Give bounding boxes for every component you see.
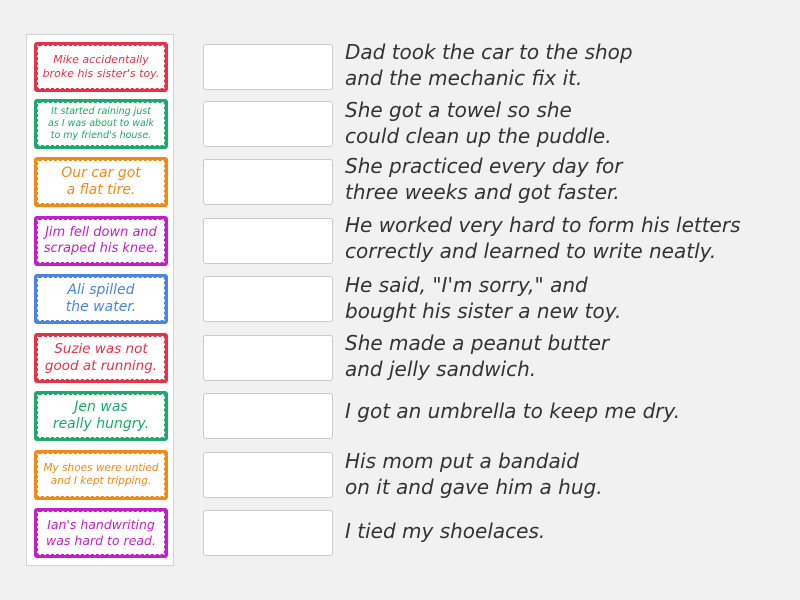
answer-card[interactable] [34, 274, 168, 324]
answer-card[interactable] [34, 450, 168, 500]
answer-card-label: Jen was really hungry. [52, 398, 150, 432]
answer-card-label: Suzie was not good at running. [44, 341, 158, 374]
clue-text: Dad took the car to the shop and the mechanic fix it. [345, 40, 633, 90]
answer-card[interactable] [34, 391, 168, 441]
answer-card-label: It started raining just as I was about to walk to my friend's house. [48, 106, 154, 141]
clue-text: She made a peanut butter and jelly sandwich. [345, 331, 610, 381]
answer-card-label: Ali spilled the water. [65, 281, 137, 315]
drop-slot[interactable] [203, 452, 333, 498]
drop-slot[interactable] [203, 510, 333, 556]
answer-card[interactable] [34, 42, 168, 92]
drop-slot[interactable] [203, 335, 333, 381]
clue-text: His mom put a bandaid on it and gave him a hug. [345, 449, 603, 499]
clue-text: He said, "I'm sorry," and bought his sister a new toy. [345, 273, 622, 323]
drop-slot[interactable] [203, 101, 333, 147]
answer-card-label: My shoes were untied and I kept tripping. [43, 461, 159, 487]
drop-slot[interactable] [203, 218, 333, 264]
drop-slot[interactable] [203, 159, 333, 205]
clue-text: I tied my shoelaces. [345, 519, 546, 543]
drop-slot[interactable] [203, 44, 333, 90]
answer-card[interactable] [34, 333, 168, 383]
clue-text: She practiced every day for three weeks and got faster. [345, 154, 623, 204]
answer-card[interactable] [34, 216, 168, 266]
clue-text: She got a towel so she could clean up the puddle. [345, 98, 612, 148]
answer-card-label: Mike accidentally broke his sister's toy. [42, 53, 160, 80]
answer-card-label: Ian's handwriting was hard to read. [46, 517, 156, 548]
clue-text: He worked very hard to form his letters correctly and learned to write neatly. [345, 213, 741, 263]
answer-card[interactable] [34, 508, 168, 558]
answer-card-label: Jim fell down and scraped his knee. [43, 224, 159, 256]
answer-card[interactable] [34, 157, 168, 207]
drop-slot[interactable] [203, 276, 333, 322]
answer-card[interactable] [34, 99, 168, 149]
answer-card-label: Our car got a flat tire. [61, 164, 141, 198]
drop-slot[interactable] [203, 393, 333, 439]
clue-text: I got an umbrella to keep me dry. [345, 399, 681, 423]
